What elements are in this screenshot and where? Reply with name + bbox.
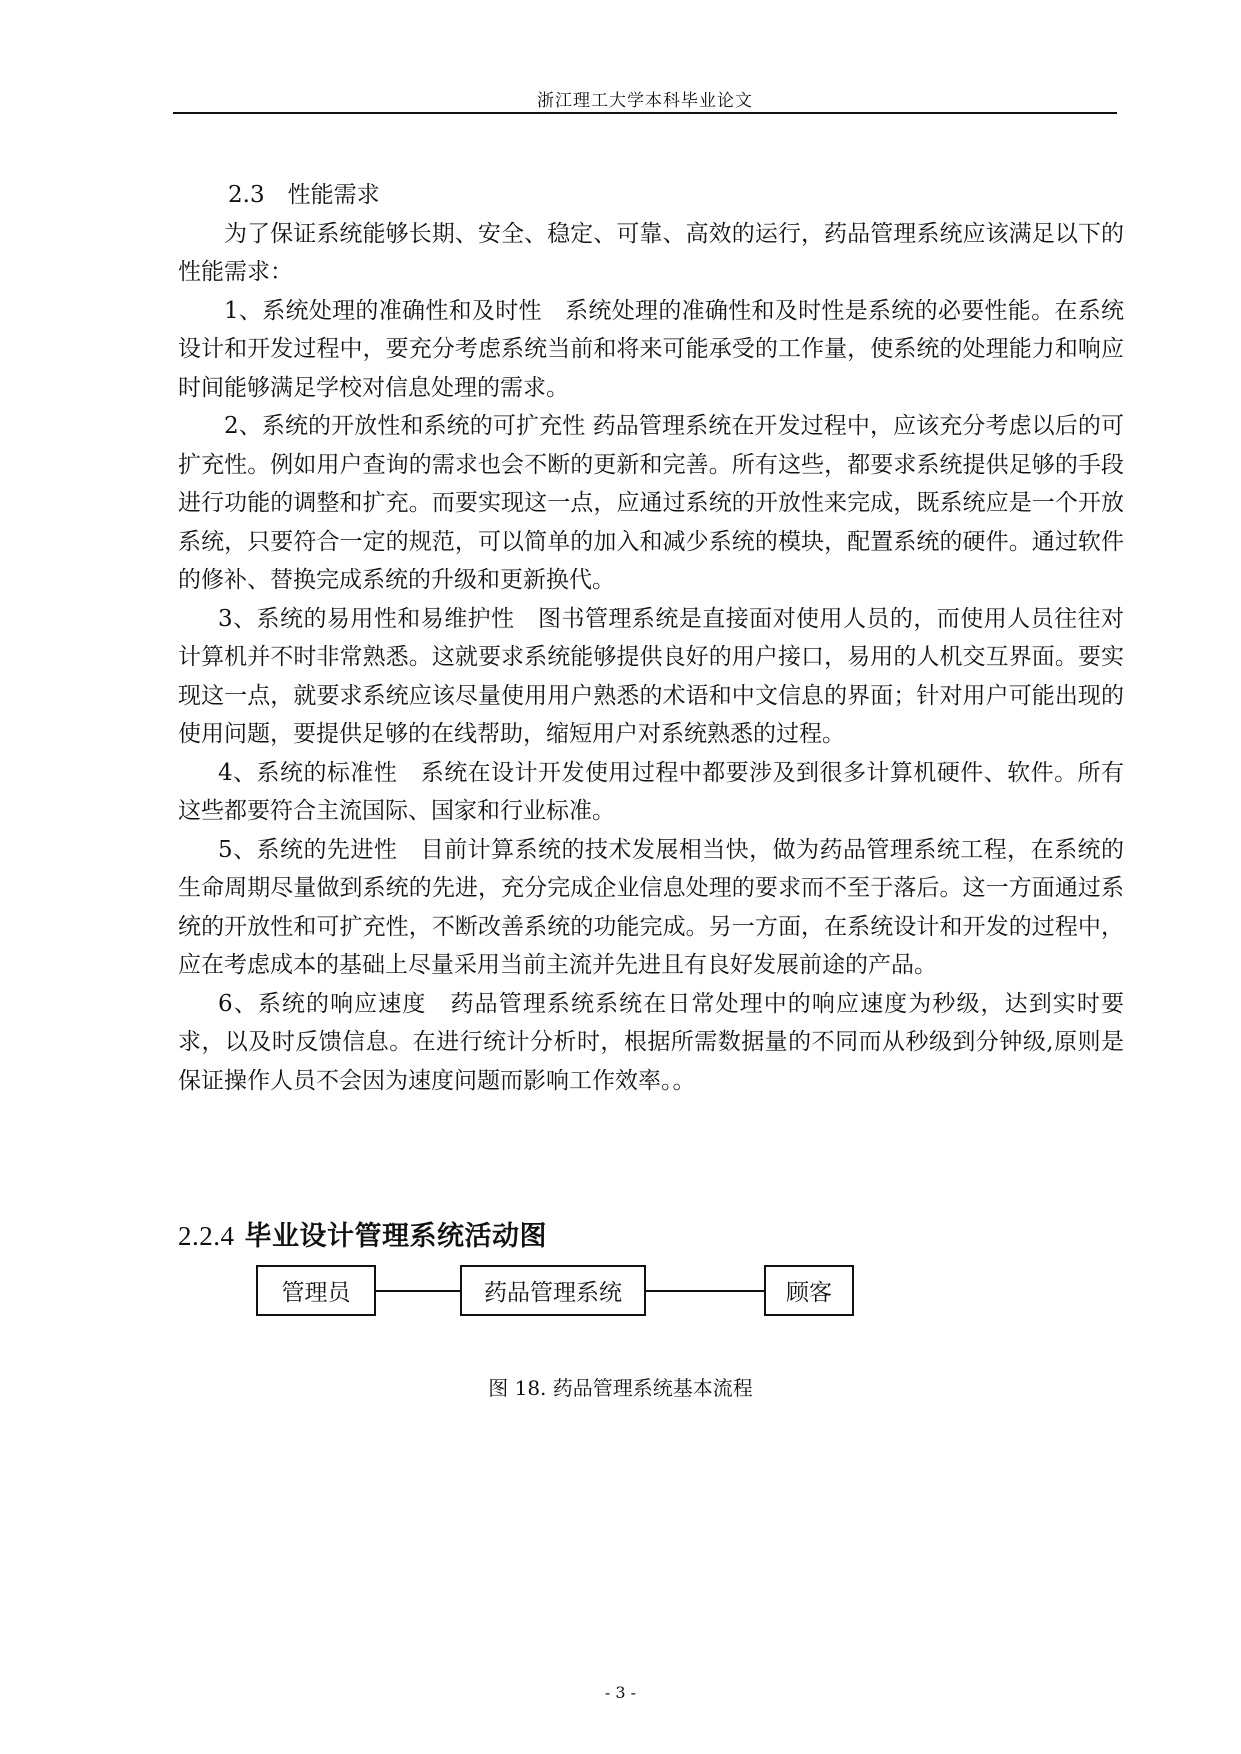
- section-number: 2.2.4: [178, 1221, 235, 1251]
- header-divider: [173, 112, 1117, 114]
- section-heading-2-2-4: [178, 1214, 547, 1253]
- requirement-paragraph-3: 3、系统的易用性和易维护性 图书管理系统是直接面对使用人员的，而使用人员往往对计算机并不时非常熟悉。这就要求系统能够提供良好的用户接口，易用的人机交互界面。要实现这一点，就要求系统应该尽量使用用户熟悉的术语和中文信息的界面；针对用户可能出现的使用问题，要提供足够的在线帮助，缩短用户对系统熟悉的过程。: [178, 605, 1124, 747]
- page-number: - 3 -: [604, 1683, 637, 1702]
- requirement-paragraph-1: 1、系统处理的准确性和及时性 系统处理的准确性和及时性是系统的必要性能。在系统设计和开发过程中，要充分考虑系统当前和将来可能承受的工作量，使系统的处理能力和响应时间能够满足学校对信息处理的需求。: [178, 297, 1124, 401]
- diagram-connector: [376, 1290, 460, 1292]
- section-heading-2-3: 2.3 性能需求: [228, 182, 380, 208]
- requirement-paragraph-2: 2、系统的开放性和系统的可扩充性 药品管理系统在开发过程中，应该充分考虑以后的可扩充性。例如用户查询的需求也会不断的更新和完善。所有这些，都要求系统提供足够的手段进行功能的调整和扩充。而要实现这一点，应通过系统的开放性来完成，既系统应是一个开放系统，只要符合一定的规范，可以简单的加入和减少系统的模块，配置系统的硬件。通过软件的修补、替换完成系统的升级和更新换代。: [178, 413, 1124, 593]
- section-title: 毕业设计管理系统活动图: [244, 1221, 547, 1252]
- diagram-connector: [646, 1290, 764, 1292]
- figure-caption: 图 18. 药品管理系统基本流程: [488, 1376, 753, 1400]
- diagram-node-system: 药品管理系统: [460, 1265, 646, 1316]
- requirement-paragraph-6: 6、系统的响应速度 药品管理系统系统在日常处理中的响应速度为秒级，达到实时要求，以及时反馈信息。在进行统计分析时，根据所需数据量的不同而从秒级到分钟级,原则是保证操作人员不会因为速度问题而影响工作效率。。: [178, 990, 1124, 1094]
- page-header: 浙江理工大学本科毕业论文: [537, 91, 753, 111]
- section-intro-paragraph: 为了保证系统能够长期、安全、稳定、可靠、高效的运行，药品管理系统应该满足以下的性能需求：: [178, 220, 1124, 285]
- body-text: [178, 176, 1124, 1100]
- requirement-paragraph-5: 5、系统的先进性 目前计算系统的技术发展相当快，做为药品管理系统工程，在系统的生命周期尽量做到系统的先进，充分完成企业信息处理的要求而不至于落后。这一方面通过系统的开放性和可扩充性，不断改善系统的功能完成。另一方面，在系统设计和开发的过程中，应在考虑成本的基础上尽量采用当前主流并先进且有良好发展前途的产品。: [178, 836, 1124, 978]
- diagram-node-customer: 顾客: [764, 1265, 854, 1316]
- requirement-paragraph-4: 4、系统的标准性 系统在设计开发使用过程中都要涉及到很多计算机硬件、软件。所有这些都要符合主流国际、国家和行业标准。: [178, 759, 1124, 824]
- diagram-node-admin: 管理员: [256, 1265, 376, 1316]
